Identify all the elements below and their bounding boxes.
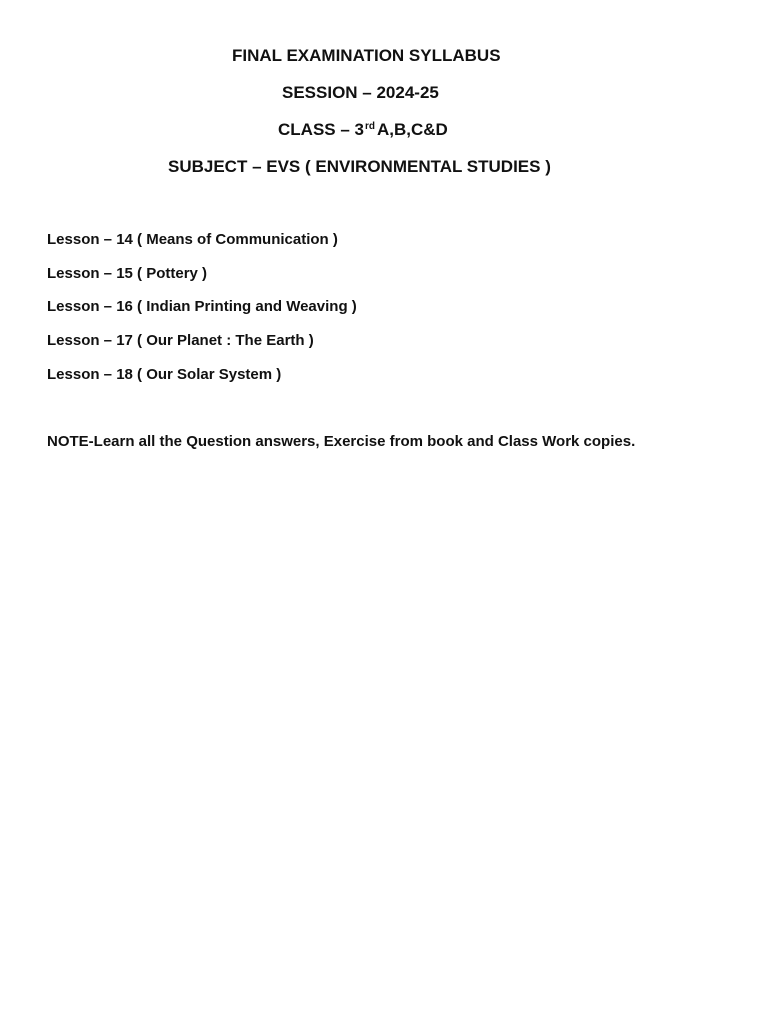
- lesson-item: Lesson – 17 ( Our Planet : The Earth ): [47, 332, 314, 350]
- lesson-item: Lesson – 18 ( Our Solar System ): [47, 365, 282, 383]
- document-title: FINAL EXAMINATION SYLLABUS: [232, 46, 501, 65]
- lesson-list: [47, 231, 357, 399]
- lesson-item: Lesson – 14 ( Means of Communication ): [47, 231, 338, 248]
- class-prefix: CLASS – 3: [278, 120, 364, 139]
- lesson-item: Lesson – 16 ( Indian Printing and Weaving ): [47, 298, 357, 316]
- lesson-item: Lesson – 15 ( Pottery ): [47, 264, 208, 282]
- session-heading: SESSION – 2024-25: [282, 83, 439, 102]
- class-sections: A,B,C&D: [376, 120, 448, 139]
- class-superscript: rd: [364, 121, 375, 132]
- syllabus-note: NOTE-Learn all the Question answers, Exercise from book and Class Work copies.: [47, 433, 636, 450]
- class-heading: [278, 120, 448, 140]
- subject-heading: SUBJECT – EVS ( ENVIRONMENTAL STUDIES ): [168, 157, 551, 176]
